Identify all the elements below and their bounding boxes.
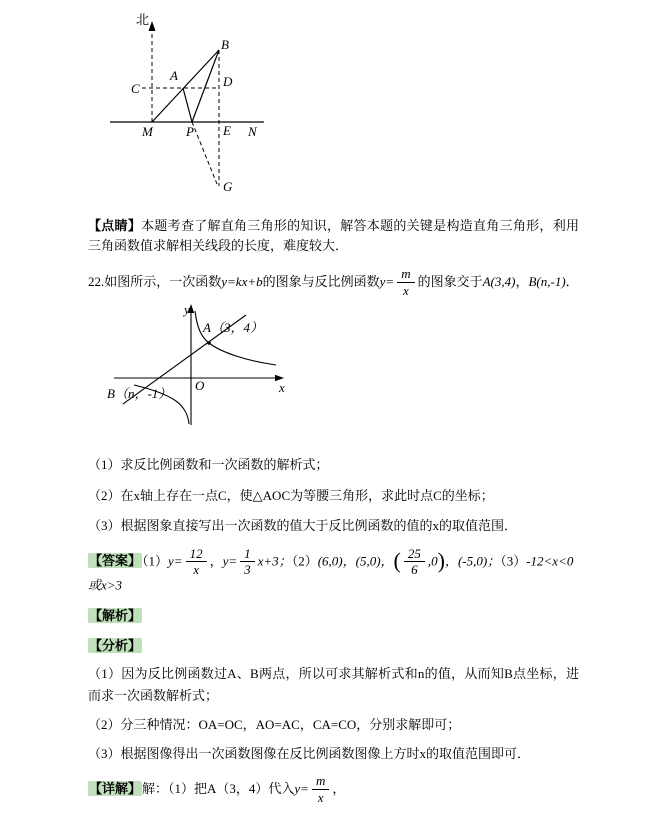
graph-label-B: B（n，-1） [107, 386, 172, 402]
detail-fraction-m-x: $\frac{m}{x}$ [312, 774, 329, 804]
linear-equation: y=kx+b [221, 274, 263, 290]
fraction-denominator: x [402, 282, 409, 298]
north-label: 北 [136, 12, 150, 27]
graph-label-A: A（3，4） [203, 320, 263, 336]
point-label-B: B [221, 37, 229, 52]
answer-points-2: ，(-5,0)； [444, 553, 501, 569]
reciprocal-fraction [397, 267, 414, 297]
analysis-item-3: （3）根据图像得出一次函数图像在反比例函数图像上方时x的取值范围即可． [88, 745, 531, 761]
geometry-figure [102, 8, 579, 208]
answer-eq2-lhs: y= [222, 553, 238, 569]
question-3: （3）根据图象直接写出一次函数的值大于反比例函数的值的x的取值范围． [88, 518, 518, 534]
point-label-G: G [223, 179, 233, 194]
point-label-M: M [142, 124, 153, 139]
function-graph-svg [106, 301, 296, 437]
fenxi-heading [88, 636, 579, 656]
answer-points-1: (6,0)，(5,0)， [317, 553, 394, 569]
reciprocal-equation-lhs: y= [379, 274, 395, 290]
problem-statement [88, 267, 579, 297]
period: ． [565, 274, 579, 290]
answer-range: -12<x<0 或x>3 [88, 553, 574, 593]
answer-fraction-25-6: $\frac{25}{6}$ [404, 547, 425, 577]
detail-tag: 【详解】 [89, 780, 142, 796]
answer-comma: ， [209, 553, 223, 569]
problem-text-3: 的图象交于 [417, 274, 483, 290]
point-label-E: E [223, 123, 231, 138]
question-1: （1）求反比例函数和一次函数的解析式； [88, 457, 329, 473]
detail-text: 解：（1）把A（3，4）代入 [142, 780, 295, 796]
fenxi-tag: 【分析】 [89, 638, 142, 654]
problem-number: 22. [88, 274, 105, 290]
separator: ， [515, 274, 529, 290]
question-2: （2）在x轴上存在一点C，使△AOC为等腰三角形，求此时点C的坐标； [88, 487, 494, 503]
point-label-D: D [223, 74, 233, 89]
point-label-P: P [186, 124, 194, 139]
origin-label: O [195, 378, 205, 394]
answer-tag: 【答案】 [89, 553, 142, 569]
jiexi-heading [88, 606, 579, 626]
y-axis-label: y [184, 302, 190, 318]
point-label-C: C [131, 81, 140, 96]
answer-part1-label: （1） [142, 553, 169, 569]
big-paren-close: ) [437, 547, 445, 573]
analysis-item-1: （1）因为反比例函数过A、B两点，所以可求其解析式和n的值，从而知B点坐标，进而求一次函数解析式； [88, 665, 579, 703]
point-label-N: N [248, 124, 257, 139]
problem-text-2: 的图象与反比例函数 [262, 274, 380, 290]
remark-paragraph [88, 216, 579, 255]
remark-tag: 【点睛】 [88, 218, 142, 233]
fraction-numerator: m [397, 267, 414, 283]
geometry-figure-svg [102, 8, 287, 204]
detail-end: ， [332, 780, 346, 796]
north-arrowhead [149, 21, 156, 31]
answer-line [88, 547, 579, 595]
point-label-A: A [170, 68, 178, 83]
function-graph [106, 301, 579, 441]
analysis-item-2: （2）分三种情况：OA=OC，AO=AC，CA=CO，分别求解即可； [88, 716, 461, 732]
point-B-coords: B(n,-1) [528, 274, 566, 290]
dashed-lines [142, 30, 219, 186]
answer-part2-label: （2） [291, 553, 318, 569]
answer-fraction-12-x: $\frac{12}{x}$ [186, 547, 207, 577]
detail-line [88, 774, 579, 804]
answer-fraction-1-3: $\frac{1}{3}$ [240, 547, 255, 577]
answer-part3-label: （3） [500, 553, 527, 569]
big-paren-open: ( [393, 547, 401, 573]
answer-eq1-lhs: y= [168, 553, 183, 569]
problem-text-1: 如图所示，一次函数 [104, 274, 222, 290]
answer-eq2-rest: x+3； [257, 553, 292, 569]
x-axis-label: x [279, 380, 285, 396]
detail-eq-lhs: y= [294, 780, 309, 796]
intersection-point-A [207, 341, 211, 345]
answer-fraction-rest: ,0 [427, 553, 438, 569]
point-A-coords: A(3,4) [482, 274, 516, 290]
jiexi-tag: 【解析】 [89, 607, 142, 623]
remark-text: 本题考查了解直角三角形的知识，解答本题的关键是构造直角三角形，利用三角函数值求解相关线段的长度，难度较大． [88, 218, 579, 253]
sub-questions [88, 455, 579, 536]
